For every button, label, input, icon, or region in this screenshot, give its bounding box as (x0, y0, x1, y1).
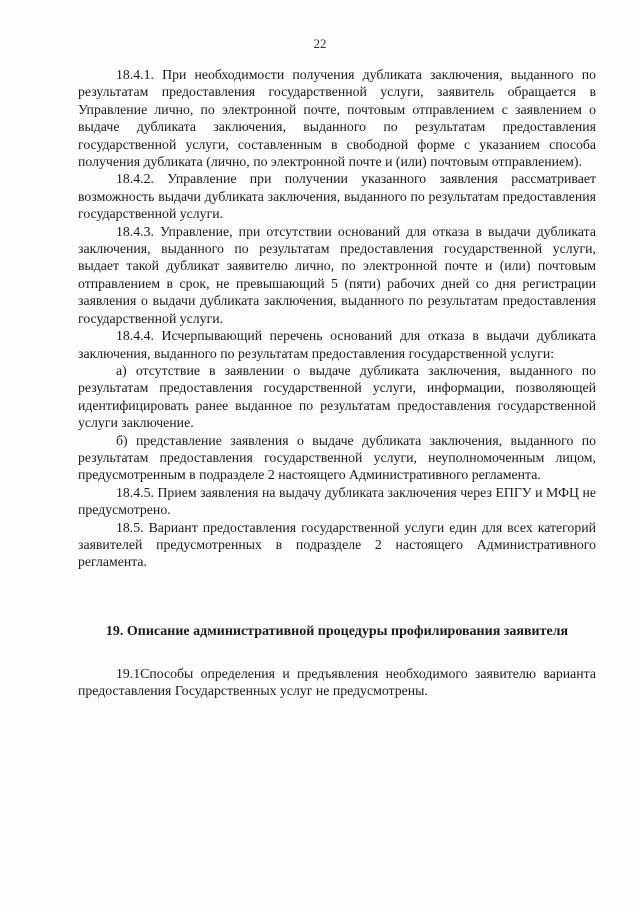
list-item-b: б) представление заявления о выдаче дубликата заключения, выданного по результатам предоставления государственной услуги, неуполномоченным лицом, предусмотренным в подразделе 2 настоящего Административного регламента. (78, 432, 596, 483)
paragraph-18-5: 18.5. Вариант предоставления государственной услуги един для всех категорий заявителей предусмотренных в подразделе 2 настоящего Административного регламента. (78, 519, 596, 570)
paragraph-18-4-2: 18.4.2. Управление при получении указанного заявления рассматривает возможность выдачи дубликата заключения, выданного по результатам предоставления государственной услуги. (78, 171, 596, 222)
document-content (78, 66, 596, 700)
section-title: 19. Описание административной процедуры профилирования заявителя (105, 623, 569, 639)
list-item-a: а) отсутствие в заявлении о выдаче дубликата заключения, выданного по результатам предоставления государственной услуги, информации, позволяющей идентифицировать ранее выданное по результатам предоставления государственной услуги заключение. (78, 362, 596, 431)
paragraph-19-1: 19.1Способы определения и предъявления необходимого заявителю варианта предоставления Государственных услуг не предусмотрены. (78, 665, 596, 699)
paragraph-18-4-5: 18.4.5. Прием заявления на выдачу дубликата заключения через ЕПГУ и МФЦ не предусмотрено. (78, 484, 596, 518)
paragraph-18-4-1: 18.4.1. При необходимости получения дубликата заключения, выданного по результатам предоставления государственной услуги, заявитель обращается в Управление лично, по электронной почте, почтовым отправлением с заявлением о выдаче дубликата заключения, выданного по результатам предоставления государственной услуги, составленным в свободной форме с указанием способа получения дубликата (лично, по электронной почте и (или) почтовым отправлением). (78, 67, 596, 170)
page-number: 22 (313, 36, 327, 51)
paragraph-18-4-4: 18.4.4. Исчерпывающий перечень оснований для отказа в выдачи дубликата заключения, выданного по результатам предоставления государственной услуги: (78, 328, 596, 361)
paragraph-18-4-3: 18.4.3. Управление, при отсутствии оснований для отказа в выдачи дубликата заключения, выданного по результатам предоставления государственной услуги, выдает такой дубликат заявителю лично, по электронной почте и (или) почтовым отправлением в срок, не превышающий 5 (пяти) рабочих дней со дня регистрации заявления о выдачи дубликата заключения, выданного по результатам предоставления государственной услуги. (78, 223, 596, 326)
